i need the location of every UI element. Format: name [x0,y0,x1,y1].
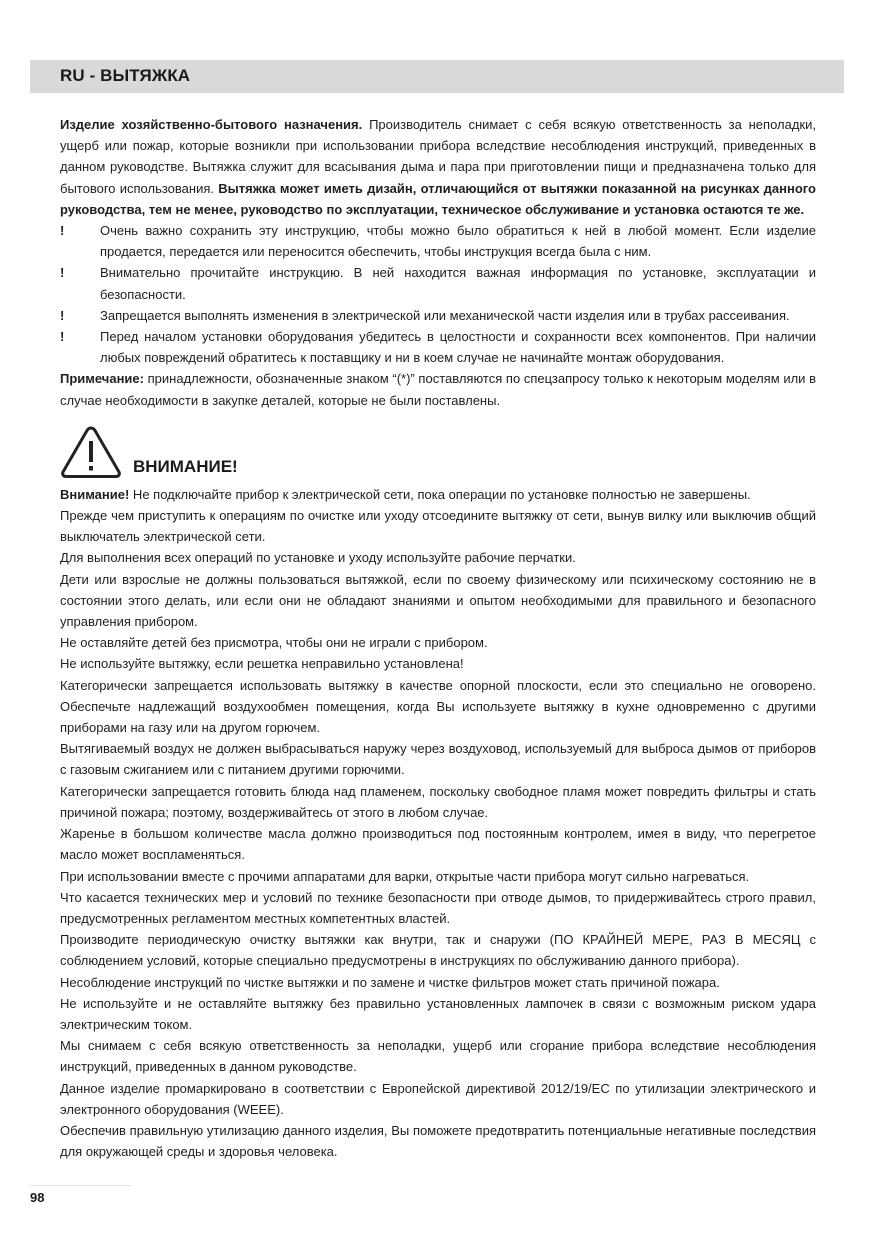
intro-paragraph [60,114,816,220]
warning-paragraph: Мы снимаем с себя всякую ответственность за неполадки, ущерб или сгорание прибора вследствие несоблюдения инструкций, приведенных в данном руководстве. [60,1038,816,1075]
warning-heading [60,422,816,484]
warning-lead-label: Внимание! [60,486,130,502]
warning-lead-text: Не подключайте прибор к электрической сети, пока операции по установке полностью не завершены. [129,486,751,502]
warning-paragraph: Вытягиваемый воздух не должен выбрасываться наружу через воздуховод, используемый для выброса дымов от приборов с газовым сжиганием или с питанием другими горючими. [60,741,816,778]
section-header-band [30,60,844,93]
warning-paragraph: Не используйте и не оставляйте вытяжку без правильно установленных лампочек в связи с возможным риском удара электрическим током. [60,995,816,1032]
bullet-text: Внимательно прочитайте инструкцию. В ней находится важная информация по установке, эксплуатации и безопасности. [100,265,816,302]
bullet-item [60,326,816,368]
warning-paragraph: Производите периодическую очистку вытяжки как внутри, так и снаружи (ПО КРАЙНЕЙ МЕРЕ, РАЗ В МЕСЯЦ с соблюдением условий, которые специально предусмотрены в инструкциях по обслуживанию данного прибора). [60,932,816,969]
note-text: принадлежности, обозначенные знаком “(*)” поставляются по спецзапросу только к некоторым моделям или в случае необходимости в закупке деталей, которые не были поставлены. [60,371,816,408]
warning-paragraph: Что касается технических мер и условий по технике безопасности при отводе дымов, то придерживайтесь строго правил, предусмотренных регламентом местных компетентных властей. [60,889,816,926]
exclamation-mark: ! [60,265,65,281]
note-label: Примечание: [60,371,144,387]
bullet-item [60,305,816,326]
warning-paragraph: Категорически запрещается готовить блюда над пламенем, поскольку свободное пламя может повредить фильтры и стать причиной пожара; поэтому, воздерживайтесь от этого в любом случае. [60,783,816,820]
warning-paragraph: Не оставляйте детей без присмотра, чтобы они не играли с прибором. [60,635,488,651]
page-content [60,114,816,1162]
warning-paragraph: Прежде чем приступить к операциям по очистке или уходу отсоедините вытяжку от сети, вынув вилку или выключив общий выключатель электрической сети. [60,508,816,545]
exclamation-mark: ! [60,223,65,239]
warning-paragraph: Обеспечив правильную утилизацию данного изделия, Вы поможете предотвратить потенциальные негативные последствия для окружающей среды и здоровья человека. [60,1122,816,1160]
warning-paragraph: Не используйте вытяжку, если решетка неправильно установлена! [60,656,464,672]
warning-paragraph: Категорически запрещается использовать вытяжку в качестве опорной плоскости, если это специально не оговорено. Обеспечьте надлежащий воздухообмен помещения, когда Вы используете вытяжку в кухне одновременно с другими приборами на газу или на другом горючем. [60,677,816,736]
bullet-item [60,220,816,262]
bullet-text: Очень важно сохранить эту инструкцию, чтобы можно было обратиться к ней в любой момент. Если изделие продается, передается или переносится обеспечить, чтобы инструкция всегда была с ним. [100,223,816,260]
intro-bold-end: Вытяжка может иметь дизайн, отличающийся от вытяжки показанной на рисунках данного руководства, тем не менее, руководство по эксплуатации, техническое обслуживание и установка остаются те же. [60,180,816,217]
intro-bold-start: Изделие хозяйственно-бытового назначения. [60,117,363,132]
warning-paragraph: Данное изделие промаркировано в соответствии с Европейской директивой 2012/19/EC по утилизации электрического и электронного оборудования (WEEE). [60,1080,816,1117]
warning-paragraph: При использовании вместе с прочими аппаратами для варки, открытые части прибора могут сильно нагреваться. [60,868,750,884]
bullet-text: Запрещается выполнять изменения в электрической или механической части изделия или в трубах рассеивания. [100,307,790,323]
page-number: 98 [30,1190,45,1205]
warning-lead [60,484,816,505]
warning-paragraph: Жаренье в большом количестве масла должно производиться под постоянным контролем, имея в виду, что перегретое масло может воспламеняться. [60,826,816,863]
bullet-item [60,262,816,304]
warning-title: ВНИМАНИЕ! [133,456,238,476]
warning-paragraph: Несоблюдение инструкций по чистке вытяжки и по замене и чистке фильтров может стать причиной пожара. [60,974,720,990]
intro-text: Производитель снимает с себя всякую ответственность за неполадки, ущерб или пожар, которые возникли при использовании прибора вследствие несоблюдения инструкций, приведенных в данном руководстве. Вытяжка служит для всасывания дыма и пара при приготовлении пищи и предназначена только для бытового использования. [60,117,816,196]
section-title: RU - ВЫТЯЖКА [60,66,191,85]
warning-paragraph: Для выполнения всех операций по установке и уходу используйте рабочие перчатки. [60,550,576,566]
exclamation-mark: ! [60,307,65,323]
bullet-text: Перед началом установки оборудования убедитесь в целостности и сохранности всех компонентов. При наличии любых повреждений обратитесь к поставщику и ни в коем случае не начинайте монтаж оборудования. [100,329,816,366]
warning-triangle-icon [60,425,122,479]
note-paragraph [60,368,816,410]
warning-paragraph: Дети или взрослые не должны пользоваться вытяжкой, если по своему физическому или психическому состоянию не в состоянии этого делать, или если они не обладают знаниями и опытом необходимыми для правильного и безопасного управления прибором. [60,571,816,630]
exclamation-mark: ! [60,329,65,345]
footer-divider [30,1185,131,1186]
